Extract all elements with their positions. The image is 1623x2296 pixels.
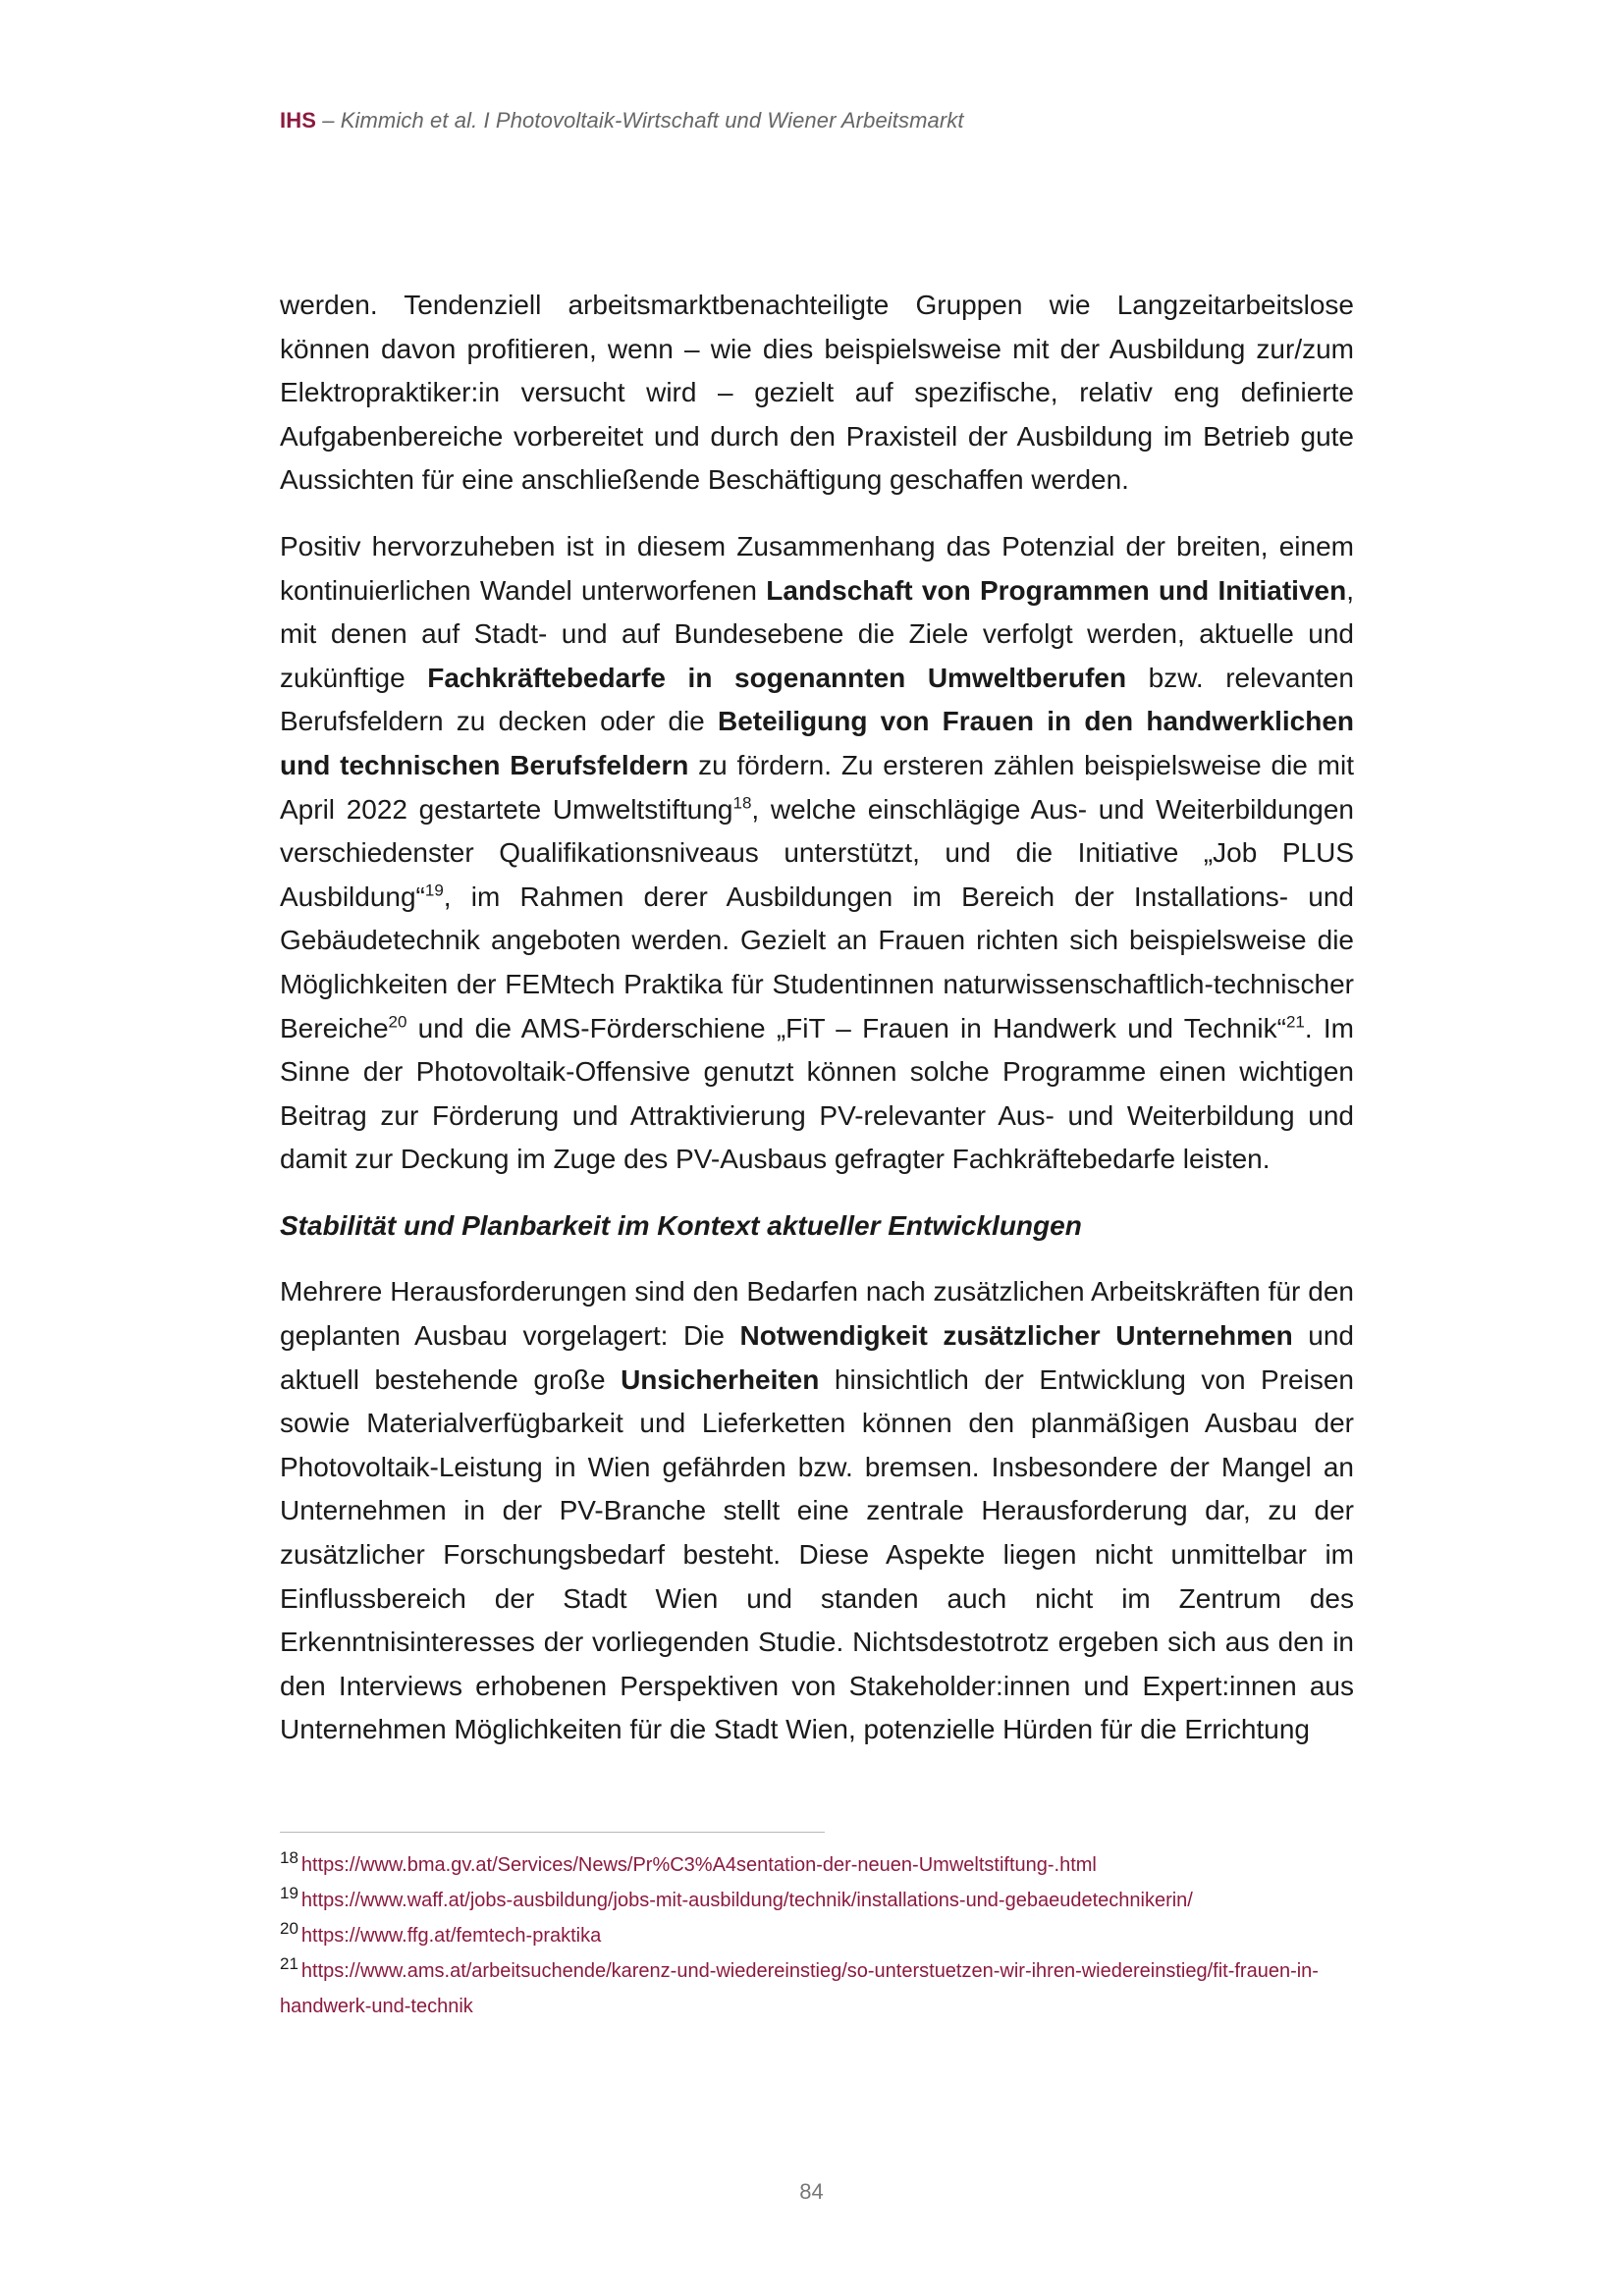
p2-bold-skills-demand: Fachkräftebedarfe in sogenannten Umweltberufen	[427, 662, 1127, 693]
p2-bold-women-participation: Beteiligung von Frauen in den handwerklichen und technischen Berufsfeldern	[280, 706, 1355, 780]
footnote-number: 20	[280, 1919, 298, 1939]
header-title: – Kimmich et al. I Photovoltaik-Wirtschaft und Wiener Arbeitsmarkt	[315, 108, 964, 133]
footnote-20	[280, 1918, 1354, 1953]
footnote-ref-18[interactable]: 18	[732, 793, 752, 813]
footnote-ref-21[interactable]: 21	[1285, 1012, 1305, 1032]
footnote-number: 18	[280, 1848, 298, 1868]
footnote-number: 19	[280, 1884, 298, 1903]
p2-text-1: Positiv hervorzuheben ist in diesem Zusammenhang das Potenzial der breiten, einem kontinuierlichen Wandel unterworfenen	[280, 530, 1354, 606]
footnote-link[interactable]: https://www.ams.at/arbeitsuchende/karenz-und-wiedereinstieg/so-unterstuetzen-wir-ihren-wiedereinstieg/fit-frauen-in-handwerk-und-technik	[280, 1960, 1319, 2017]
p3-text-2: und aktuell bestehende große	[280, 1320, 1355, 1395]
p3-text-1: Mehrere Herausforderungen sind den Bedarfen nach zusätzlichen Arbeitskräften für den geplanten Ausbau vorgelagert: Die	[280, 1276, 1354, 1352]
running-header	[280, 108, 964, 133]
footnote-19	[280, 1883, 1354, 1918]
p3-bold-uncertainties: Unsicherheiten	[621, 1363, 820, 1395]
footnote-ref-19[interactable]: 19	[424, 881, 444, 900]
footnote-number: 21	[280, 1954, 298, 1974]
header-brand: IHS	[280, 108, 316, 133]
p2-text-5: , welche einschlägige Aus- und Weiterbildungen verschiedenster Qualifikationsniveaus unterstützt, und die Initiative „Job PLUS Ausbildung“	[280, 793, 1354, 912]
footnotes	[280, 1847, 1354, 2024]
body-text	[280, 284, 1354, 1775]
footnote-18	[280, 1847, 1354, 1883]
p2-text-2: , mit denen auf Stadt- und auf Bundesebene die Ziele verfolgt werden, aktuelle und zukünftige	[280, 574, 1354, 693]
p2-text-6: , im Rahmen derer Ausbildungen im Bereich der Installations- und Gebäudetechnik angeboten werden. Gezielt an Frauen richten sich beispielsweise die Möglichkeiten der FEMtech Praktika für Studentinnen naturwissenschaftlich-technischer Bereiche	[280, 881, 1354, 1043]
p2-bold-programmes: Landschaft von Programmen und Initiativen	[766, 574, 1347, 606]
page-number: 84	[799, 2179, 824, 2204]
paragraph-1-text: werden. Tendenziell arbeitsmarktbenachteiligte Gruppen wie Langzeitarbeitslose können davon profitieren, wenn – wie dies beispielsweise mit der Ausbildung zur/zum Elektropraktiker:in versucht wird – gezielt auf spezifische, relativ eng definierte Aufgabenbereiche vorbereitet und durch den Praxisteil der Ausbildung im Betrieb gute Aussichten für eine anschließende Beschäftigung geschaffen werden.	[280, 290, 1354, 496]
footnote-separator	[280, 1832, 825, 1833]
p2-text-3: bzw. relevanten Berufsfeldern zu decken oder die	[280, 662, 1354, 737]
p3-text-3: hinsichtlich der Entwicklung von Preisen sowie Materialverfügbarkeit und Lieferketten können den planmäßigen Ausbau der Photovoltaik-Leistung in Wien gefährden bzw. bremsen. Insbesondere der Mangel an Unternehmen in der PV-Branche stellt eine zentrale Herausforderung dar, zu der zusätzlicher Forschungsbedarf besteht. Diese Aspekte liegen nicht unmittelbar im Einflussbereich der Stadt Wien und standen auch nicht im Zentrum des Erkenntnisinteresses der vorliegenden Studie. Nichtsdestotrotz ergeben sich aus den in den Interviews erhobenen Perspektiven von Stakeholder:innen und Expert:innen aus Unternehmen Möglichkeiten für die Stadt Wien, potenzielle Hürden für die Errichtung	[280, 1363, 1354, 1745]
footnote-link[interactable]: https://www.ffg.at/femtech-praktika	[300, 1925, 602, 1947]
section-subheading: Stabilität und Planbarkeit im Kontext aktueller Entwicklungen	[280, 1209, 1082, 1241]
p2-text-7: und die AMS-Förderschiene „FiT – Frauen in Handwerk und Technik“	[406, 1012, 1286, 1043]
footnote-ref-20[interactable]: 20	[388, 1012, 407, 1032]
p2-text-4: zu fördern. Zu ersteren zählen beispielsweise die mit April 2022 gestartete Umweltstiftung	[280, 749, 1354, 825]
paragraph-1	[280, 284, 1354, 503]
footnote-link[interactable]: https://www.waff.at/jobs-ausbildung/jobs-mit-ausbildung/technik/installations-und-gebaeudetechnikerin/	[300, 1890, 1193, 1911]
footnote-21	[280, 1953, 1354, 2024]
paragraph-3	[280, 1270, 1354, 1752]
p3-bold-additional-companies: Notwendigkeit zusätzlicher Unternehmen	[739, 1320, 1293, 1352]
paragraph-2	[280, 525, 1354, 1182]
footnote-link[interactable]: https://www.bma.gv.at/Services/News/Pr%C3%A4sentation-der-neuen-Umweltstiftung-.html	[300, 1854, 1097, 1876]
p2-text-8: . Im Sinne der Photovoltaik-Offensive genutzt können solche Programme einen wichtigen Beitrag zur Förderung und Attraktivierung PV-relevanter Aus- und Weiterbildung und damit zur Deckung im Zuge des PV-Ausbaus gefragter Fachkräftebedarfe leisten.	[280, 1012, 1354, 1175]
